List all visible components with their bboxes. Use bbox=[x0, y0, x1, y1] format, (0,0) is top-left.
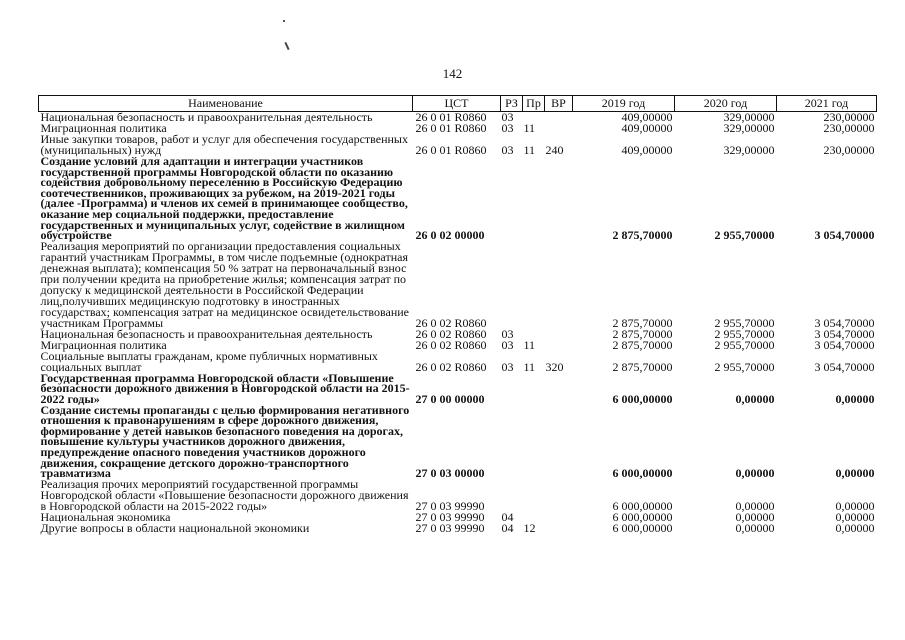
row-rz: 03 bbox=[501, 326, 514, 341]
row-value-2019: 2 875,70000 bbox=[612, 315, 673, 330]
row-value-2020: 0,00000 bbox=[735, 391, 775, 406]
row-cst: 27 0 03 99990 bbox=[415, 498, 485, 513]
table-row bbox=[39, 156, 877, 241]
table-row bbox=[39, 241, 877, 329]
row-vr bbox=[545, 329, 573, 340]
header-2021: 2021 год bbox=[777, 96, 877, 112]
row-value-2020: 2 955,70000 bbox=[714, 227, 775, 242]
header-2020: 2020 год bbox=[675, 96, 777, 112]
row-pr: 11 bbox=[523, 359, 536, 374]
row-value-2020: 2 955,70000 bbox=[714, 359, 775, 374]
row-cst: 26 0 02 R0860 bbox=[415, 326, 487, 341]
row-value-2020: 0,00000 bbox=[735, 465, 775, 480]
row-name: Государственная программа Новгородской области «Повышение безопасности дорожного движения в Новгородской области на 2015-2022 годы» bbox=[40, 370, 410, 406]
row-rz: 03 bbox=[501, 121, 514, 135]
row-name: Миграционная политика bbox=[40, 337, 167, 352]
row-name: Национальная безопасность и правоохранительная деятельность bbox=[40, 110, 373, 124]
row-value-2021: 230,00000 bbox=[823, 143, 875, 157]
row-vr bbox=[545, 112, 573, 124]
row-vr bbox=[545, 340, 573, 351]
row-name: Другие вопросы в области национальной экономики bbox=[40, 520, 310, 535]
row-rz: 04 bbox=[501, 509, 514, 524]
row-rz bbox=[501, 479, 523, 512]
row-rz bbox=[501, 241, 523, 329]
row-vr: 320 bbox=[545, 359, 564, 374]
row-cst: 26 0 02 R0860 bbox=[415, 359, 487, 374]
row-value-2019: 6 000,00000 bbox=[612, 498, 673, 513]
header-2019: 2019 год bbox=[573, 96, 675, 112]
row-value-2021: 230,00000 bbox=[823, 121, 875, 135]
table-row bbox=[39, 523, 877, 534]
row-vr bbox=[545, 123, 573, 134]
row-value-2020: 329,00000 bbox=[723, 110, 775, 124]
row-vr bbox=[545, 241, 573, 329]
row-value-2019: 6 000,00000 bbox=[612, 520, 673, 535]
table-row bbox=[39, 373, 877, 405]
row-value-2020: 2 955,70000 bbox=[714, 337, 775, 352]
row-value-2020: 0,00000 bbox=[735, 498, 775, 513]
row-value-2019: 2 875,70000 bbox=[612, 227, 673, 242]
scan-speck bbox=[283, 20, 285, 22]
row-pr: 11 bbox=[523, 337, 536, 352]
row-name: Национальная экономика bbox=[40, 509, 171, 524]
header-cst: ЦСТ bbox=[413, 96, 501, 112]
row-value-2021: 3 054,70000 bbox=[814, 326, 875, 341]
row-name: Национальная безопасность и правоохранительная деятельность bbox=[40, 326, 373, 341]
table-row bbox=[39, 405, 877, 479]
row-value-2020: 2 955,70000 bbox=[714, 326, 775, 341]
row-pr: 12 bbox=[523, 520, 536, 535]
row-value-2019: 409,00000 bbox=[621, 110, 673, 124]
row-value-2021: 0,00000 bbox=[835, 498, 875, 513]
row-cst: 26 0 02 R0860 bbox=[415, 315, 487, 330]
row-value-2021: 3 054,70000 bbox=[814, 337, 875, 352]
row-pr: 11 bbox=[523, 143, 536, 157]
row-vr bbox=[545, 156, 573, 241]
row-pr: 11 bbox=[523, 121, 536, 135]
table-row bbox=[39, 351, 877, 373]
row-name: Миграционная политика bbox=[40, 121, 167, 135]
row-cst: 27 0 00 00000 bbox=[415, 391, 485, 406]
row-cst: 27 0 03 00000 bbox=[415, 465, 485, 480]
row-rz: 03 bbox=[501, 143, 514, 157]
row-value-2020: 329,00000 bbox=[723, 143, 775, 157]
row-rz: 03 bbox=[501, 337, 514, 352]
row-value-2021: 0,00000 bbox=[835, 391, 875, 406]
row-value-2019: 409,00000 bbox=[621, 143, 673, 157]
row-value-2021: 0,00000 bbox=[835, 465, 875, 480]
row-vr bbox=[545, 523, 573, 534]
row-vr bbox=[545, 479, 573, 512]
row-name: Реализация прочих мероприятий государственной программы Новгородской области «Повышение безопасности дорожного движения в Новгородской области на 2015-2022 годы» bbox=[40, 476, 409, 513]
row-cst: 26 0 02 00000 bbox=[415, 227, 485, 242]
row-rz: 03 bbox=[501, 359, 514, 374]
row-vr bbox=[545, 373, 573, 405]
row-value-2020: 0,00000 bbox=[735, 520, 775, 535]
table-row bbox=[39, 134, 877, 156]
row-value-2021: 0,00000 bbox=[835, 509, 875, 524]
row-value-2021: 3 054,70000 bbox=[814, 315, 875, 330]
row-value-2019: 2 875,70000 bbox=[612, 359, 673, 374]
budget-table bbox=[38, 95, 877, 534]
row-vr bbox=[545, 405, 573, 479]
row-value-2021: 3 054,70000 bbox=[814, 227, 875, 242]
row-cst: 26 0 02 R0860 bbox=[415, 337, 487, 352]
row-rz bbox=[501, 373, 523, 405]
row-rz: 03 bbox=[501, 110, 514, 124]
row-name: Иные закупки товаров, работ и услуг для обеспечения государственных (муниципальных) нужд bbox=[40, 132, 408, 157]
row-pr bbox=[523, 156, 545, 241]
row-name: Социальные выплаты гражданам, кроме публичных нормативных социальных выплат bbox=[40, 348, 378, 374]
row-value-2019: 409,00000 bbox=[621, 121, 673, 135]
page-number: 142 bbox=[442, 66, 463, 81]
row-value-2021: 0,00000 bbox=[835, 520, 875, 535]
row-value-2021: 3 054,70000 bbox=[814, 359, 875, 374]
row-value-2019: 2 875,70000 bbox=[612, 337, 673, 352]
row-pr bbox=[523, 373, 545, 405]
table-body bbox=[39, 112, 877, 534]
header-name: Наименование bbox=[39, 96, 413, 112]
row-value-2020: 329,00000 bbox=[723, 121, 775, 135]
row-name: Создание системы пропаганды с целью формирования негативного отношения к правонарушениям в сфере дорожного движения, формирование у детей навыков безопасного поведения на дорогах, повышение культуры участников дорожного движения, предупреждение опасного поведения участников дорожного движения, сокращение детского дорожно-транспортного травматизма bbox=[40, 402, 410, 481]
row-pr bbox=[523, 479, 545, 512]
row-cst: 26 0 01 R0860 bbox=[415, 110, 487, 124]
row-value-2020: 2 955,70000 bbox=[714, 315, 775, 330]
row-rz: 04 bbox=[501, 520, 514, 535]
row-value-2021: 230,00000 bbox=[823, 110, 875, 124]
row-pr bbox=[523, 241, 545, 329]
row-cst: 26 0 01 R0860 bbox=[415, 121, 487, 135]
row-value-2019: 6 000,00000 bbox=[612, 391, 673, 406]
row-cst: 26 0 01 R0860 bbox=[415, 143, 487, 157]
header-pr: Пр bbox=[523, 96, 545, 112]
header-rz: РЗ bbox=[501, 96, 523, 112]
row-rz bbox=[501, 156, 523, 241]
row-vr bbox=[545, 512, 573, 523]
row-cst: 27 0 03 99990 bbox=[415, 509, 485, 524]
table-row bbox=[39, 479, 877, 512]
row-vr: 240 bbox=[545, 143, 564, 157]
row-value-2019: 6 000,00000 bbox=[612, 509, 673, 524]
row-cst: 27 0 03 99990 bbox=[415, 520, 485, 535]
row-value-2020: 0,00000 bbox=[735, 509, 775, 524]
row-name: Реализация мероприятий по организации предоставления социальных гарантий участникам Программы, в том числе подъемные (однократная денежная выплата); компенсация 50 % затрат на первоначальный взнос при получении кредита на приобретение жилья; компенсация затрат по допуску к медицинской деятельности в Российской Федерации лиц,получивших медицинскую подготовку в иностранных государствах; компенсация затрат на медицинское освидетельствование участникам Программы bbox=[40, 238, 409, 330]
row-value-2019: 6 000,00000 bbox=[612, 465, 673, 480]
row-name: Создание условий для адаптации и интеграции участников государственной программы Новгородской области по оказанию содействия добровольному переселению в Российскую Федерацию соотечественников, проживающих за рубежом, на 2019-2021 годы (далее -Программа) и членов их семей в принимающее сообщество, оказание мер социальной поддержки, предоставление государственных и муниципальных услуг, содействие в жилищном обустройстве bbox=[40, 154, 408, 243]
row-value-2019: 2 875,70000 bbox=[612, 326, 673, 341]
scan-speck bbox=[284, 42, 289, 50]
header-vr: ВР bbox=[545, 96, 573, 112]
row-pr bbox=[523, 405, 545, 479]
row-rz bbox=[501, 405, 523, 479]
